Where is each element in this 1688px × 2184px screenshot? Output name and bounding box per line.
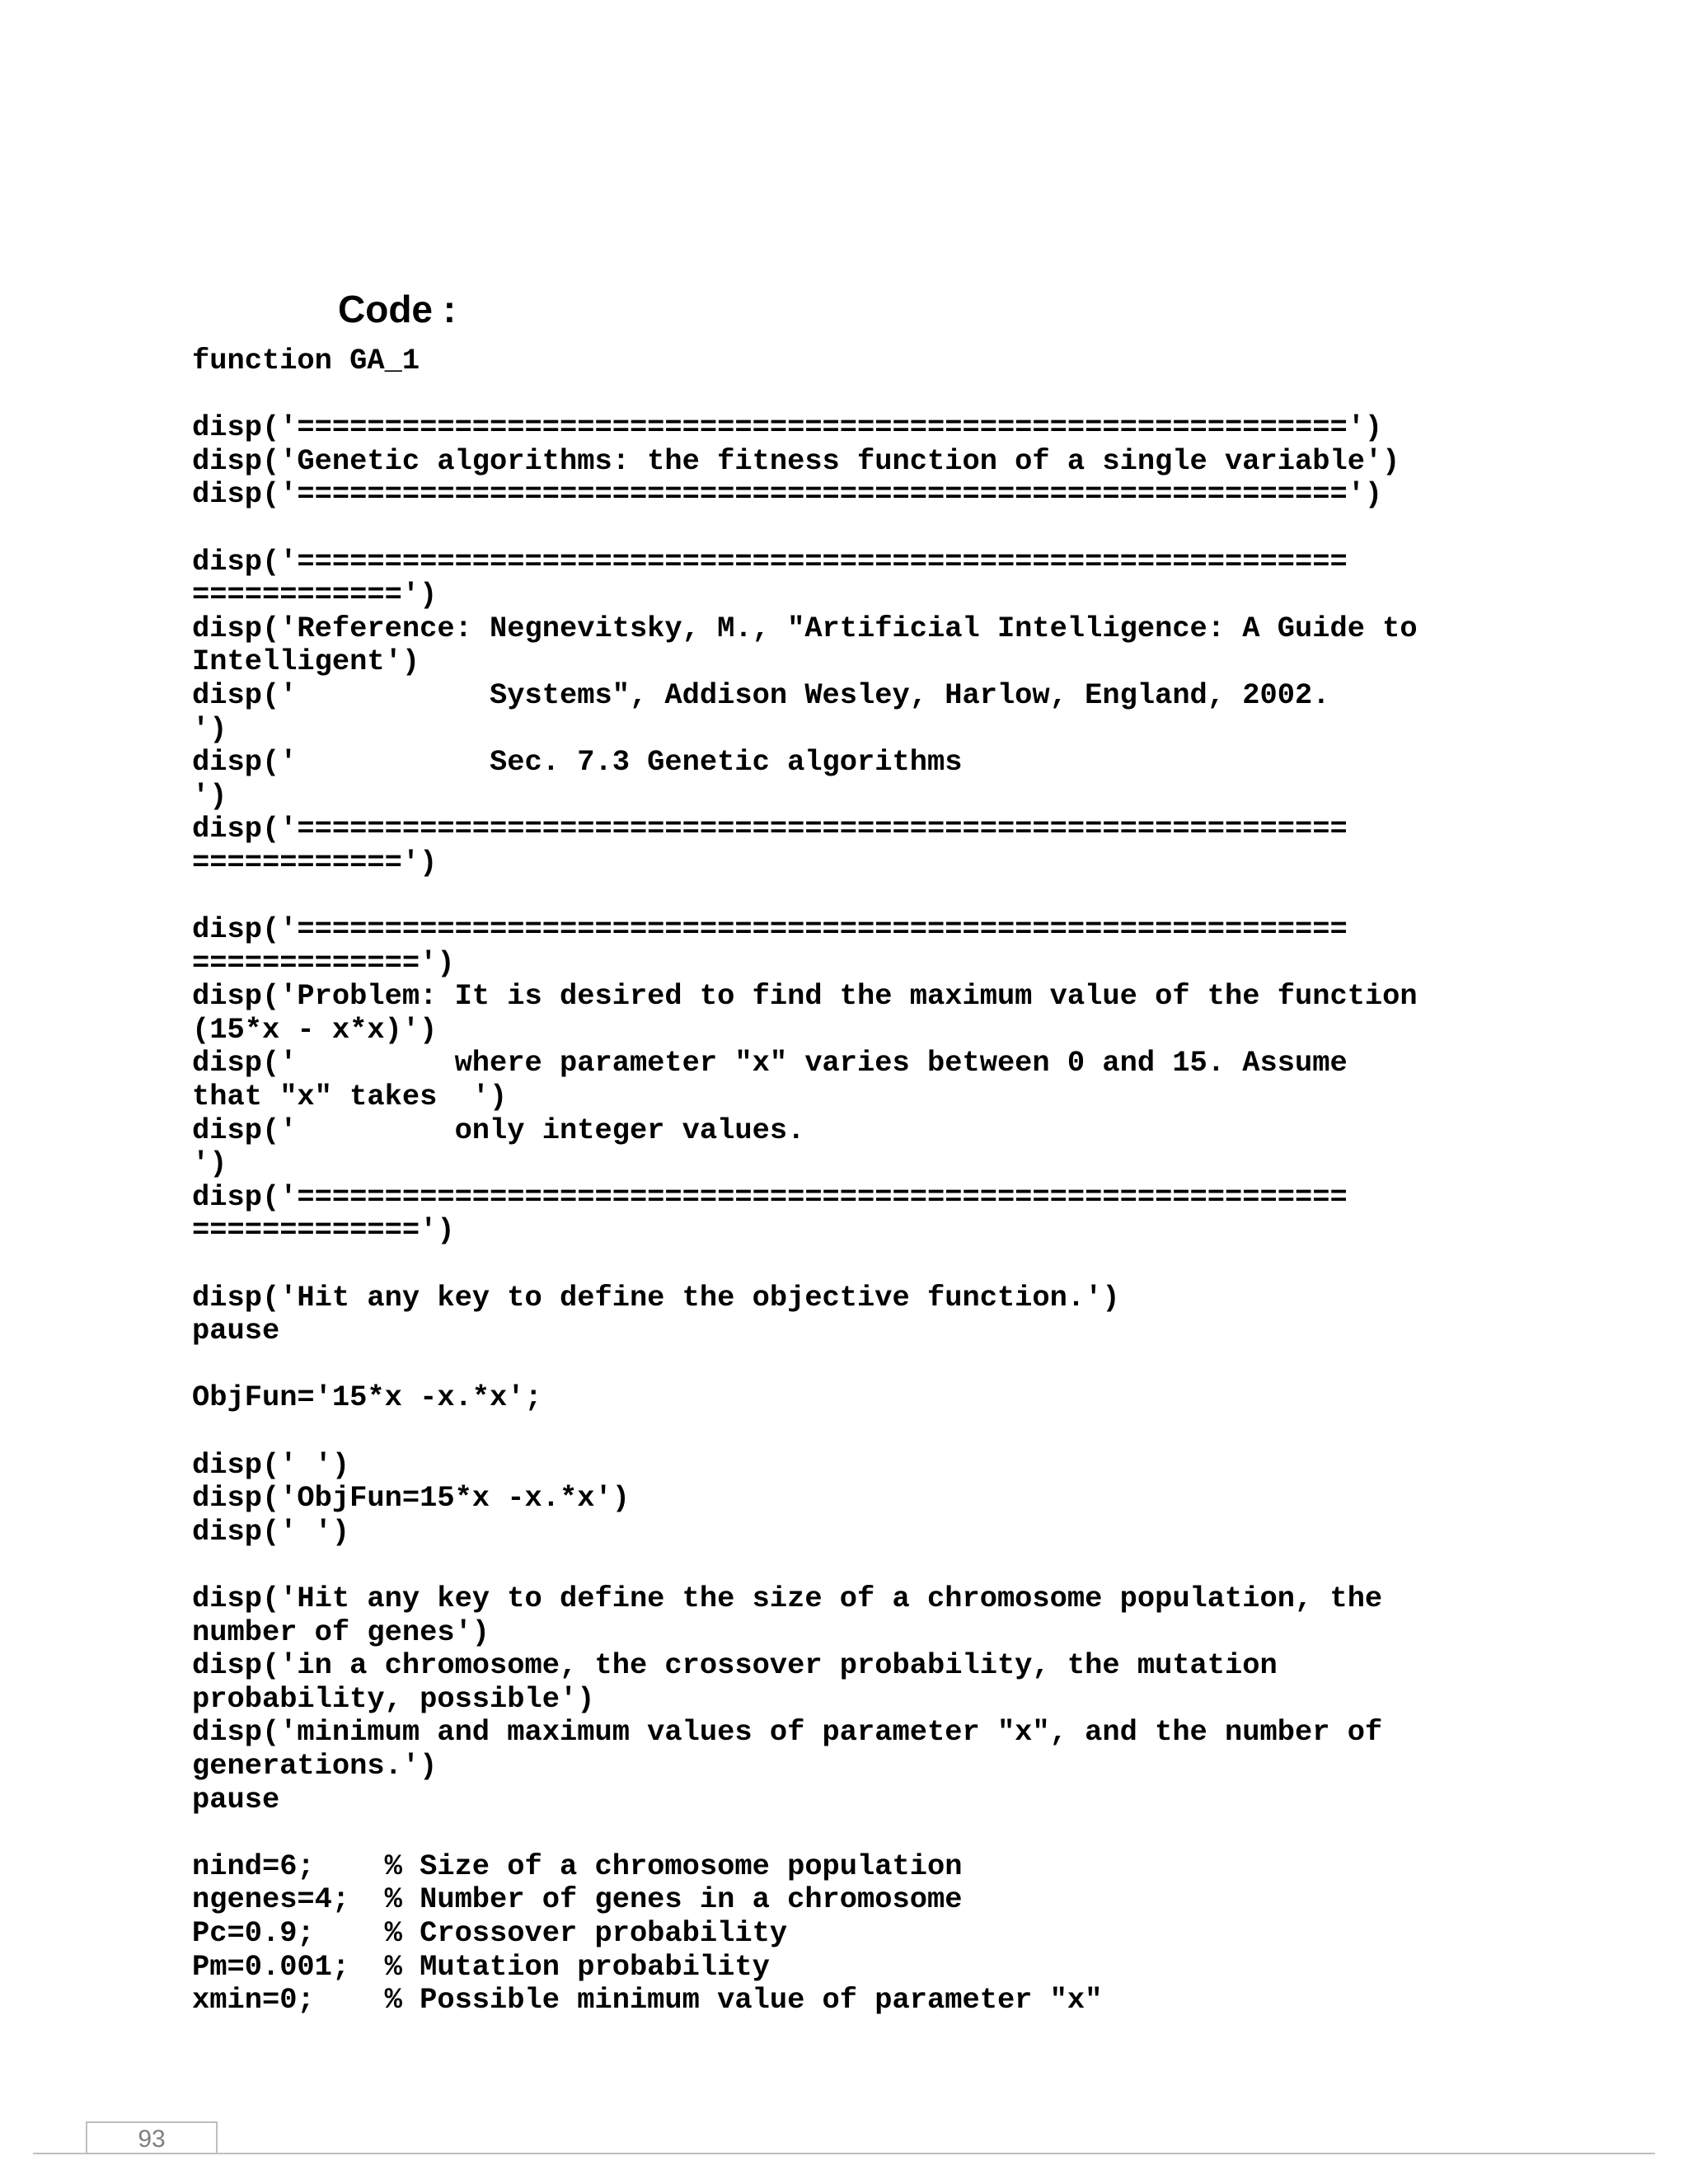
code-line (192, 1816, 1418, 1850)
code-line: disp('============================================================ (192, 545, 1348, 579)
code-line (192, 880, 1418, 914)
code-line: ') (192, 1147, 227, 1181)
code-line: ============') (192, 579, 438, 612)
code-line: probability, possible') (192, 1682, 595, 1716)
code-line (192, 1415, 1418, 1449)
code-line (192, 1248, 1418, 1282)
code-line: pause (192, 1783, 280, 1816)
code-line (192, 512, 1418, 546)
code-line: disp(' Systems", Addison Wesley, Harlow, England, 2002. (192, 678, 1330, 712)
code-line: (15*x - x*x)') (192, 1013, 438, 1047)
code-line: nind=6; % Size of a chromosome population (192, 1849, 963, 1883)
code-line (192, 378, 1418, 412)
code-line: that "x" takes ') (192, 1080, 508, 1114)
code-line: disp('============================================================') (192, 478, 1383, 512)
code-line: xmin=0; % Possible minimum value of parameter "x" (192, 1984, 1103, 2018)
code-line: disp('Problem: It is desired to find the maximum value of the function (192, 980, 1418, 1014)
code-line: disp(' where parameter "x" varies between 0 and 15. Assume (192, 1047, 1348, 1080)
code-line: ngenes=4; % Number of genes in a chromosome (192, 1883, 963, 1917)
code-line: ') (192, 712, 227, 746)
page-number: 93 (138, 2125, 166, 2153)
code-line: disp(' Sec. 7.3 Genetic algorithms (192, 746, 963, 780)
code-line: =============') (192, 1214, 455, 1248)
code-line: disp('============================================================ (192, 1180, 1348, 1214)
code-line: disp('ObjFun=15*x -x.*x') (192, 1482, 630, 1516)
code-line: disp('in a chromosome, the crossover probability, the mutation (192, 1649, 1278, 1683)
code-line: Intelligent') (192, 645, 420, 679)
code-line: disp(' ') (192, 1448, 350, 1482)
code-line: Pc=0.9; % Crossover probability (192, 1916, 788, 1950)
code-line: disp('============================================================ (192, 913, 1348, 947)
code-line: disp('Reference: Negnevitsky, M., "Artificial Intelligence: A Guide to (192, 612, 1418, 645)
code-line: number of genes') (192, 1615, 490, 1649)
code-line: disp('Genetic algorithms: the fitness function of a single variable') (192, 444, 1400, 478)
code-line: Pm=0.001; % Mutation probability (192, 1950, 770, 1984)
footer-rule (33, 2153, 1655, 2154)
code-line: disp('minimum and maximum values of parameter "x", and the number of (192, 1716, 1383, 1750)
code-line: ') (192, 779, 227, 813)
code-line: disp('============================================================') (192, 411, 1383, 445)
code-line: =============') (192, 946, 455, 980)
code-listing (192, 344, 1418, 2018)
section-heading: Code : (338, 288, 457, 330)
code-line: disp(' only integer values. (192, 1113, 805, 1147)
code-line: pause (192, 1315, 280, 1348)
code-line (192, 1549, 1418, 1582)
code-line: ============') (192, 846, 438, 879)
code-line: function GA_1 (192, 344, 420, 377)
code-line (192, 1348, 1418, 1382)
code-line: disp('Hit any key to define the objective function.') (192, 1281, 1120, 1315)
code-line: ObjFun='15*x -x.*x'; (192, 1381, 542, 1415)
code-line: disp('============================================================ (192, 813, 1348, 846)
code-line: disp(' ') (192, 1515, 350, 1549)
code-line: generations.') (192, 1749, 438, 1783)
code-line: disp('Hit any key to define the size of a chromosome population, the (192, 1582, 1383, 1615)
